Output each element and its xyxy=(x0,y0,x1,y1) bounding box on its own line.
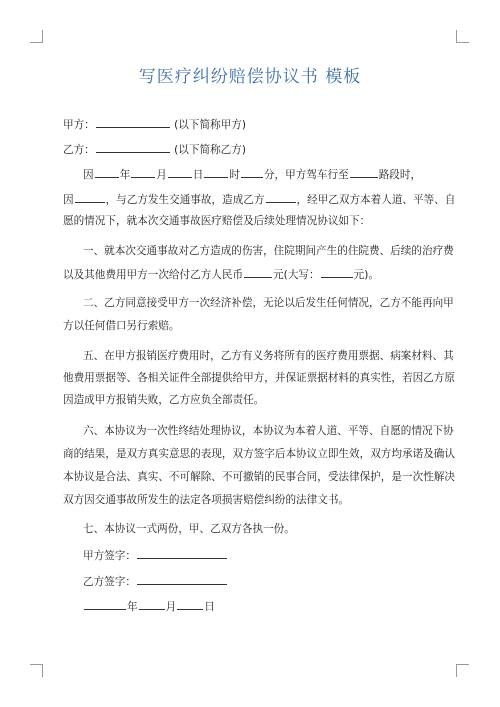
party-a-line xyxy=(63,116,443,132)
signature-a-line xyxy=(83,547,443,563)
party-b-label: 乙方： xyxy=(63,144,95,156)
signature-b-line xyxy=(83,573,443,589)
clause-text: 以及其他费用甲方一次给付乙方人民币 xyxy=(63,269,244,281)
clause-text: 元)。 xyxy=(353,269,379,281)
clause-5-line-3: 因造成甲方报销失败，乙方应负全部责任。 xyxy=(63,394,265,406)
signature-a-label: 甲方签字： xyxy=(83,550,136,562)
amount-uppercase-blank[interactable] xyxy=(321,266,353,278)
clause-1-line-2 xyxy=(63,266,443,282)
road-section-blank[interactable] xyxy=(350,166,378,178)
signature-a-blank[interactable] xyxy=(137,547,227,559)
clause-6-line-4: 双方因交通事故所发生的法定各项损害赔偿纠纷的法律文书。 xyxy=(63,494,350,506)
date-day-blank[interactable] xyxy=(177,598,203,610)
accident-day-blank[interactable] xyxy=(168,166,192,178)
intro-line-1 xyxy=(83,166,443,182)
clause-1-line-1: 一、就本次交通事故对乙方造成的伤害，住院期间产生的住院费、后续的治疗费 xyxy=(83,245,454,257)
injury-blank[interactable] xyxy=(266,191,296,203)
intro-line-2 xyxy=(63,191,456,207)
party-b-suffix: (以下简称乙方) xyxy=(174,144,246,156)
intro-text: 年 xyxy=(119,169,131,181)
clause-2-line-2: 方以任何借口另行索赔。 xyxy=(63,320,180,332)
date-month-blank[interactable] xyxy=(139,598,165,610)
date-day-label: 日 xyxy=(204,601,215,613)
intro-line-3: 愿的情况下，就本次交通事故医疗赔偿及后续处理情况协议如下： xyxy=(63,215,371,227)
accident-hour-blank[interactable] xyxy=(204,166,228,178)
amount-blank[interactable] xyxy=(244,266,272,278)
intro-text: ，与乙方发生交通事故，造成乙方 xyxy=(105,194,265,206)
intro-text: 路段时， xyxy=(378,169,422,181)
signature-b-blank[interactable] xyxy=(137,573,227,585)
party-a-blank[interactable] xyxy=(96,116,170,128)
accident-year-blank[interactable] xyxy=(95,166,119,178)
clause-5-line-1: 五、在甲方报销医疗费用时，乙方有义务将所有的医疗费用票据、病案材料、其 xyxy=(83,350,454,362)
signature-b-label: 乙方签字： xyxy=(83,576,136,588)
document-title: 写医疗纠纷赔偿协议书 模板 xyxy=(138,67,362,87)
clause-6-line-1: 六、本协议为一次性终结处理协议，本协议为本着人道、平等、自愿的情况下协 xyxy=(83,425,454,437)
date-year-blank[interactable] xyxy=(84,598,126,610)
accident-cause-blank[interactable] xyxy=(75,191,105,203)
party-b-line xyxy=(63,141,443,157)
intro-text: 分，甲方驾车行至 xyxy=(263,169,349,181)
crop-mark-bottom-left xyxy=(30,664,43,677)
clause-7-line-1: 七、本协议一式两份，甲、乙双方各执一份。 xyxy=(83,523,295,535)
intro-text: 日 xyxy=(192,169,204,181)
clause-5-line-2: 他费用票据等、各相关证件全部提供给甲方，并保证票据材料的真实性，若因乙方原 xyxy=(63,372,455,384)
clause-text: 元(大写： xyxy=(273,269,320,281)
clause-6-line-2: 商的结果，是双方真实意思的表现，双方签字后本协议立即生效，双方均承诺及确认 xyxy=(63,448,455,460)
party-b-blank[interactable] xyxy=(96,141,170,153)
party-a-label: 甲方： xyxy=(63,119,95,131)
date-month-label: 月 xyxy=(165,601,177,613)
accident-minute-blank[interactable] xyxy=(241,166,263,178)
accident-month-blank[interactable] xyxy=(131,166,155,178)
intro-text: 月 xyxy=(156,169,167,181)
intro-text: ，经甲乙双方本着人道、平等、自 xyxy=(296,194,456,206)
crop-mark-top-right xyxy=(456,30,469,43)
date-line xyxy=(83,598,443,614)
crop-mark-bottom-right xyxy=(456,664,469,677)
party-a-suffix: (以下简称甲方) xyxy=(174,119,246,131)
date-year-label: 年 xyxy=(127,601,138,613)
crop-mark-top-left xyxy=(30,30,43,43)
clause-6-line-3: 本协议是合法、真实、不可解除、不可撤销的民事合同，受法律保护，是一次性解决 xyxy=(63,471,455,483)
intro-text: 因 xyxy=(63,194,74,206)
intro-text: 因 xyxy=(83,169,94,181)
clause-2-line-1: 二、乙方同意接受甲方一次经济补偿，无论以后发生任何情况，乙方不能再向甲 xyxy=(83,297,454,309)
intro-text: 时 xyxy=(229,169,240,181)
